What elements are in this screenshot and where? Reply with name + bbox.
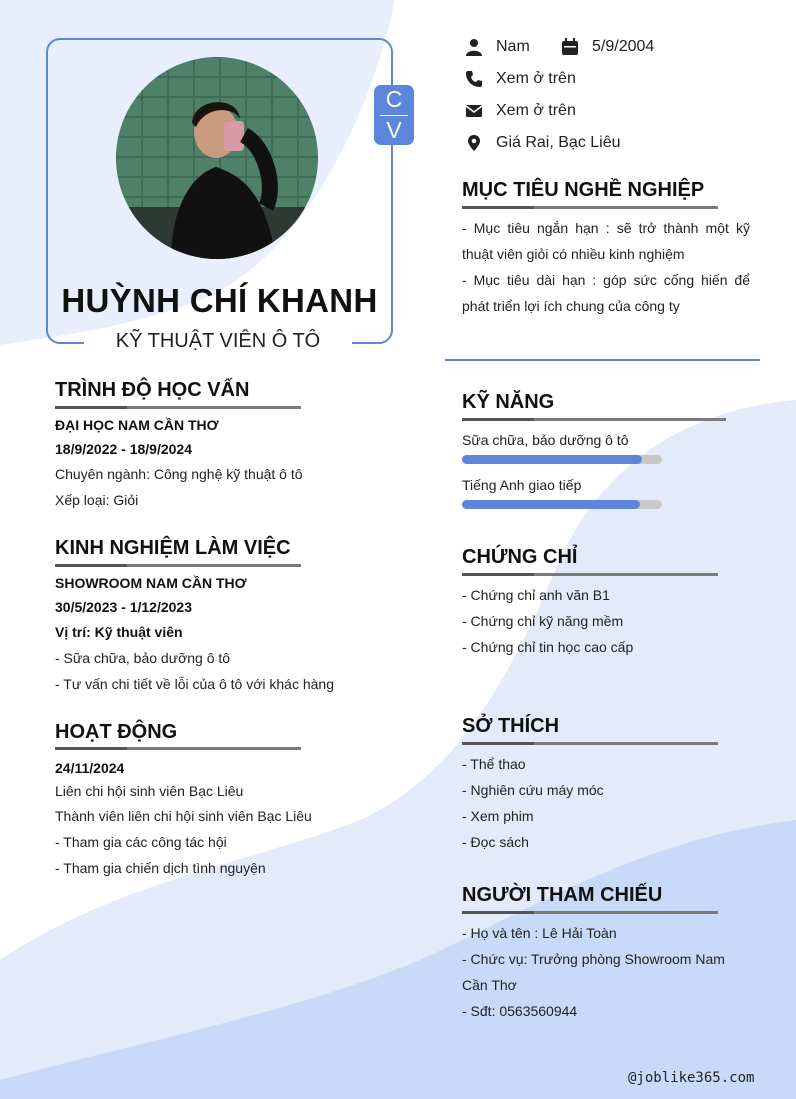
experience-position: Vị trí: Kỹ thuật viên: [55, 624, 183, 640]
skill-bar: [462, 500, 662, 509]
birthdate-text: 5/9/2004: [592, 38, 655, 55]
phone-icon: [465, 70, 483, 88]
experience-company: SHOWROOM NAM CẦN THƠ: [55, 575, 247, 591]
skill-label: Tiếng Anh giao tiếp: [462, 477, 582, 493]
section-divider: [445, 359, 760, 361]
activities-date: 24/11/2024: [55, 760, 125, 776]
job-title: KỸ THUẬT VIÊN Ô TÔ: [115, 330, 321, 352]
profile-photo: [116, 57, 318, 259]
reference-position: - Chức vụ: Trưởng phòng Showroom Nam Cần Thơ: [462, 951, 725, 993]
contact-email: [465, 102, 576, 120]
location-pin-icon: [465, 134, 483, 152]
certificates-rule: [462, 573, 718, 576]
activities-rule: [55, 747, 301, 750]
hobby-item: - Xem phim: [462, 808, 534, 824]
education-major: Chuyên ngành: Công nghệ kỹ thuật ô tô: [55, 466, 303, 482]
objective-title: MỤC TIÊU NGHỀ NGHIỆP: [462, 179, 705, 201]
activities-item: - Tham gia chiến dịch tình nguyện: [55, 860, 266, 876]
footer-site[interactable]: @joblike365.com: [628, 1070, 755, 1086]
hobbies-rule: [462, 742, 718, 745]
activities-item: - Tham gia các công tác hội: [55, 834, 227, 850]
education-rank: Xếp loại: Giỏi: [55, 492, 139, 508]
calendar-icon: [561, 38, 579, 56]
hobbies-title: SỞ THÍCH: [462, 715, 560, 737]
activities-title: HOẠT ĐỘNG: [55, 721, 178, 743]
activities-org: Liên chi hội sinh viên Bạc Liêu: [55, 783, 244, 799]
contact-birthdate: [561, 38, 654, 56]
skills-rule: [462, 418, 726, 421]
objective-long-term: - Mục tiêu dài hạn : góp sức cống hiến để phát triển lợi ích chung của công ty: [462, 272, 750, 314]
gender-text: Nam: [496, 38, 530, 55]
skill-bar: [462, 455, 662, 464]
education-school: ĐẠI HỌC NAM CẦN THƠ: [55, 417, 219, 433]
education-period: 18/9/2022 - 18/9/2024: [55, 441, 193, 457]
hobby-item: - Thể thao: [462, 756, 526, 772]
contact-gender: [465, 38, 530, 56]
address-text: Giá Rai, Bạc Liêu: [496, 134, 621, 151]
user-icon: [465, 38, 483, 56]
experience-title: KINH NGHIỆM LÀM VIỆC: [55, 537, 291, 559]
reference-phone: - Sđt: 0563560944: [462, 1003, 578, 1019]
certificates-title: CHỨNG CHỈ: [462, 546, 578, 568]
contact-phone: [465, 70, 576, 88]
certificate-item: - Chứng chỉ kỹ năng mềm: [462, 613, 624, 629]
experience-duty: - Sữa chữa, bảo dưỡng ô tô: [55, 650, 231, 666]
reference-name: - Họ và tên : Lê Hải Toàn: [462, 925, 617, 941]
skills-title: KỸ NĂNG: [462, 391, 555, 413]
phone-text: Xem ở trên: [496, 70, 576, 87]
objective-short-term: - Mục tiêu ngắn hạn : sẽ trở thành một kỹ thuật viên giỏi có nhiều kinh nghiệm: [462, 220, 750, 262]
skill-label: Sữa chữa, bảo dưỡng ô tô: [462, 432, 629, 448]
candidate-name: HUỲNH CHÍ KHANH: [61, 282, 378, 319]
cv-badge-line: [380, 115, 408, 116]
certificate-item: - Chứng chỉ tin học cao cấp: [462, 639, 634, 655]
hobby-item: - Nghiên cứu máy móc: [462, 782, 604, 798]
education-rule: [55, 406, 301, 409]
certificate-item: - Chứng chỉ anh văn B1: [462, 587, 610, 603]
education-title: TRÌNH ĐỘ HỌC VẤN: [55, 379, 250, 401]
objective-rule: [462, 206, 718, 209]
cv-badge: [374, 85, 414, 145]
email-text: Xem ở trên: [496, 102, 576, 119]
experience-period: 30/5/2023 - 1/12/2023: [55, 599, 193, 615]
activities-role: Thành viên liên chi hội sinh viên Bạc Liêu: [55, 808, 312, 824]
contact-address: [465, 134, 621, 152]
cv-badge-bottom: V: [386, 117, 402, 143]
references-rule: [462, 911, 718, 914]
hobby-item: - Đọc sách: [462, 834, 529, 850]
cv-badge-top: C: [385, 86, 403, 112]
mail-icon: [465, 102, 483, 120]
experience-duty: - Tư vấn chi tiết về lỗi của ô tô với khác hàng: [55, 676, 334, 692]
experience-rule: [55, 564, 301, 567]
references-title: NGƯỜI THAM CHIẾU: [462, 884, 663, 906]
